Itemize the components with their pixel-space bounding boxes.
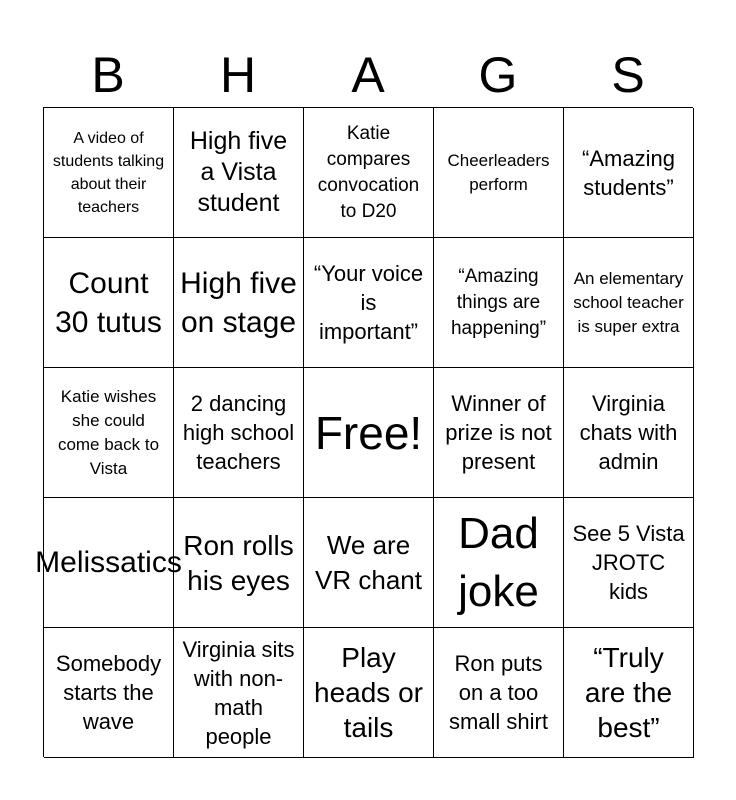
bingo-cell[interactable] — [564, 238, 694, 368]
bingo-board — [35, 107, 693, 757]
header-letter-s: S — [611, 47, 645, 103]
cell-text: See 5 Vista JROTC kids — [572, 521, 685, 604]
cell-text: Winner of prize is not present — [445, 391, 552, 474]
bingo-cell[interactable] — [304, 108, 434, 238]
bingo-cell[interactable] — [304, 238, 434, 368]
bingo-cell[interactable] — [564, 108, 694, 238]
bingo-cell[interactable] — [564, 368, 694, 498]
cell-text: We are VR chant — [315, 529, 422, 595]
bingo-cell[interactable] — [174, 108, 304, 238]
bingo-cell[interactable] — [174, 628, 304, 758]
cell-text: “Truly are the best” — [584, 642, 673, 743]
cell-text: Katie wishes she could come back to Vista — [57, 386, 160, 478]
cell-text: Cheerleaders perform — [447, 150, 550, 194]
bingo-cell[interactable] — [434, 108, 564, 238]
bingo-cell[interactable] — [35, 498, 182, 628]
cell-text: 2 dancing high school teachers — [182, 391, 295, 474]
cell-text: High five a Vista student — [189, 127, 288, 217]
cell-text: Ron puts on a too small shirt — [448, 651, 548, 734]
bingo-cell[interactable] — [434, 498, 564, 628]
bingo-cell[interactable] — [174, 498, 304, 628]
cell-text: “Amazing students” — [582, 145, 675, 200]
cell-text: Play heads or tails — [314, 642, 423, 743]
header-letter-g: G — [478, 47, 518, 103]
cell-text: Ron rolls his eyes — [183, 529, 294, 596]
bingo-cell[interactable] — [44, 108, 174, 238]
bingo-cell[interactable] — [174, 238, 304, 368]
bingo-cell[interactable] — [434, 628, 564, 758]
free-space[interactable] — [304, 368, 434, 498]
cell-text: Virginia chats with admin — [579, 391, 678, 474]
header-letter-b: B — [91, 47, 125, 103]
cell-text: Somebody starts the wave — [55, 651, 162, 734]
bingo-cell[interactable] — [304, 498, 434, 628]
bingo-header — [43, 44, 693, 106]
bingo-cell[interactable] — [174, 368, 304, 498]
bingo-cell[interactable] — [434, 238, 564, 368]
cell-text: A video of students talking about their teachers — [52, 129, 165, 216]
bingo-cell[interactable] — [564, 498, 694, 628]
bingo-cell[interactable] — [564, 628, 694, 758]
cell-text: “Your voice is important” — [313, 261, 424, 344]
cell-text: Virginia sits with non-math people — [182, 636, 295, 749]
header-letter-a: A — [351, 47, 385, 103]
cell-text: An elementary school teacher is super extra — [573, 268, 684, 336]
bingo-cell[interactable] — [304, 628, 434, 758]
bingo-cell[interactable] — [434, 368, 564, 498]
cell-text: “Amazing things are happening” — [450, 265, 547, 339]
bingo-cell[interactable] — [44, 368, 174, 498]
bingo-cell[interactable] — [44, 238, 174, 368]
cell-text: Count 30 tutus — [55, 266, 162, 339]
header-letter-h: H — [219, 47, 257, 103]
cell-text: High five on stage — [180, 266, 297, 339]
cell-text: Melissatics — [35, 546, 182, 579]
bingo-cell[interactable] — [44, 628, 174, 758]
cell-text: Katie compares convocation to D20 — [317, 122, 420, 222]
cell-text: Free! — [314, 406, 423, 459]
cell-text: Dad joke — [458, 508, 539, 616]
